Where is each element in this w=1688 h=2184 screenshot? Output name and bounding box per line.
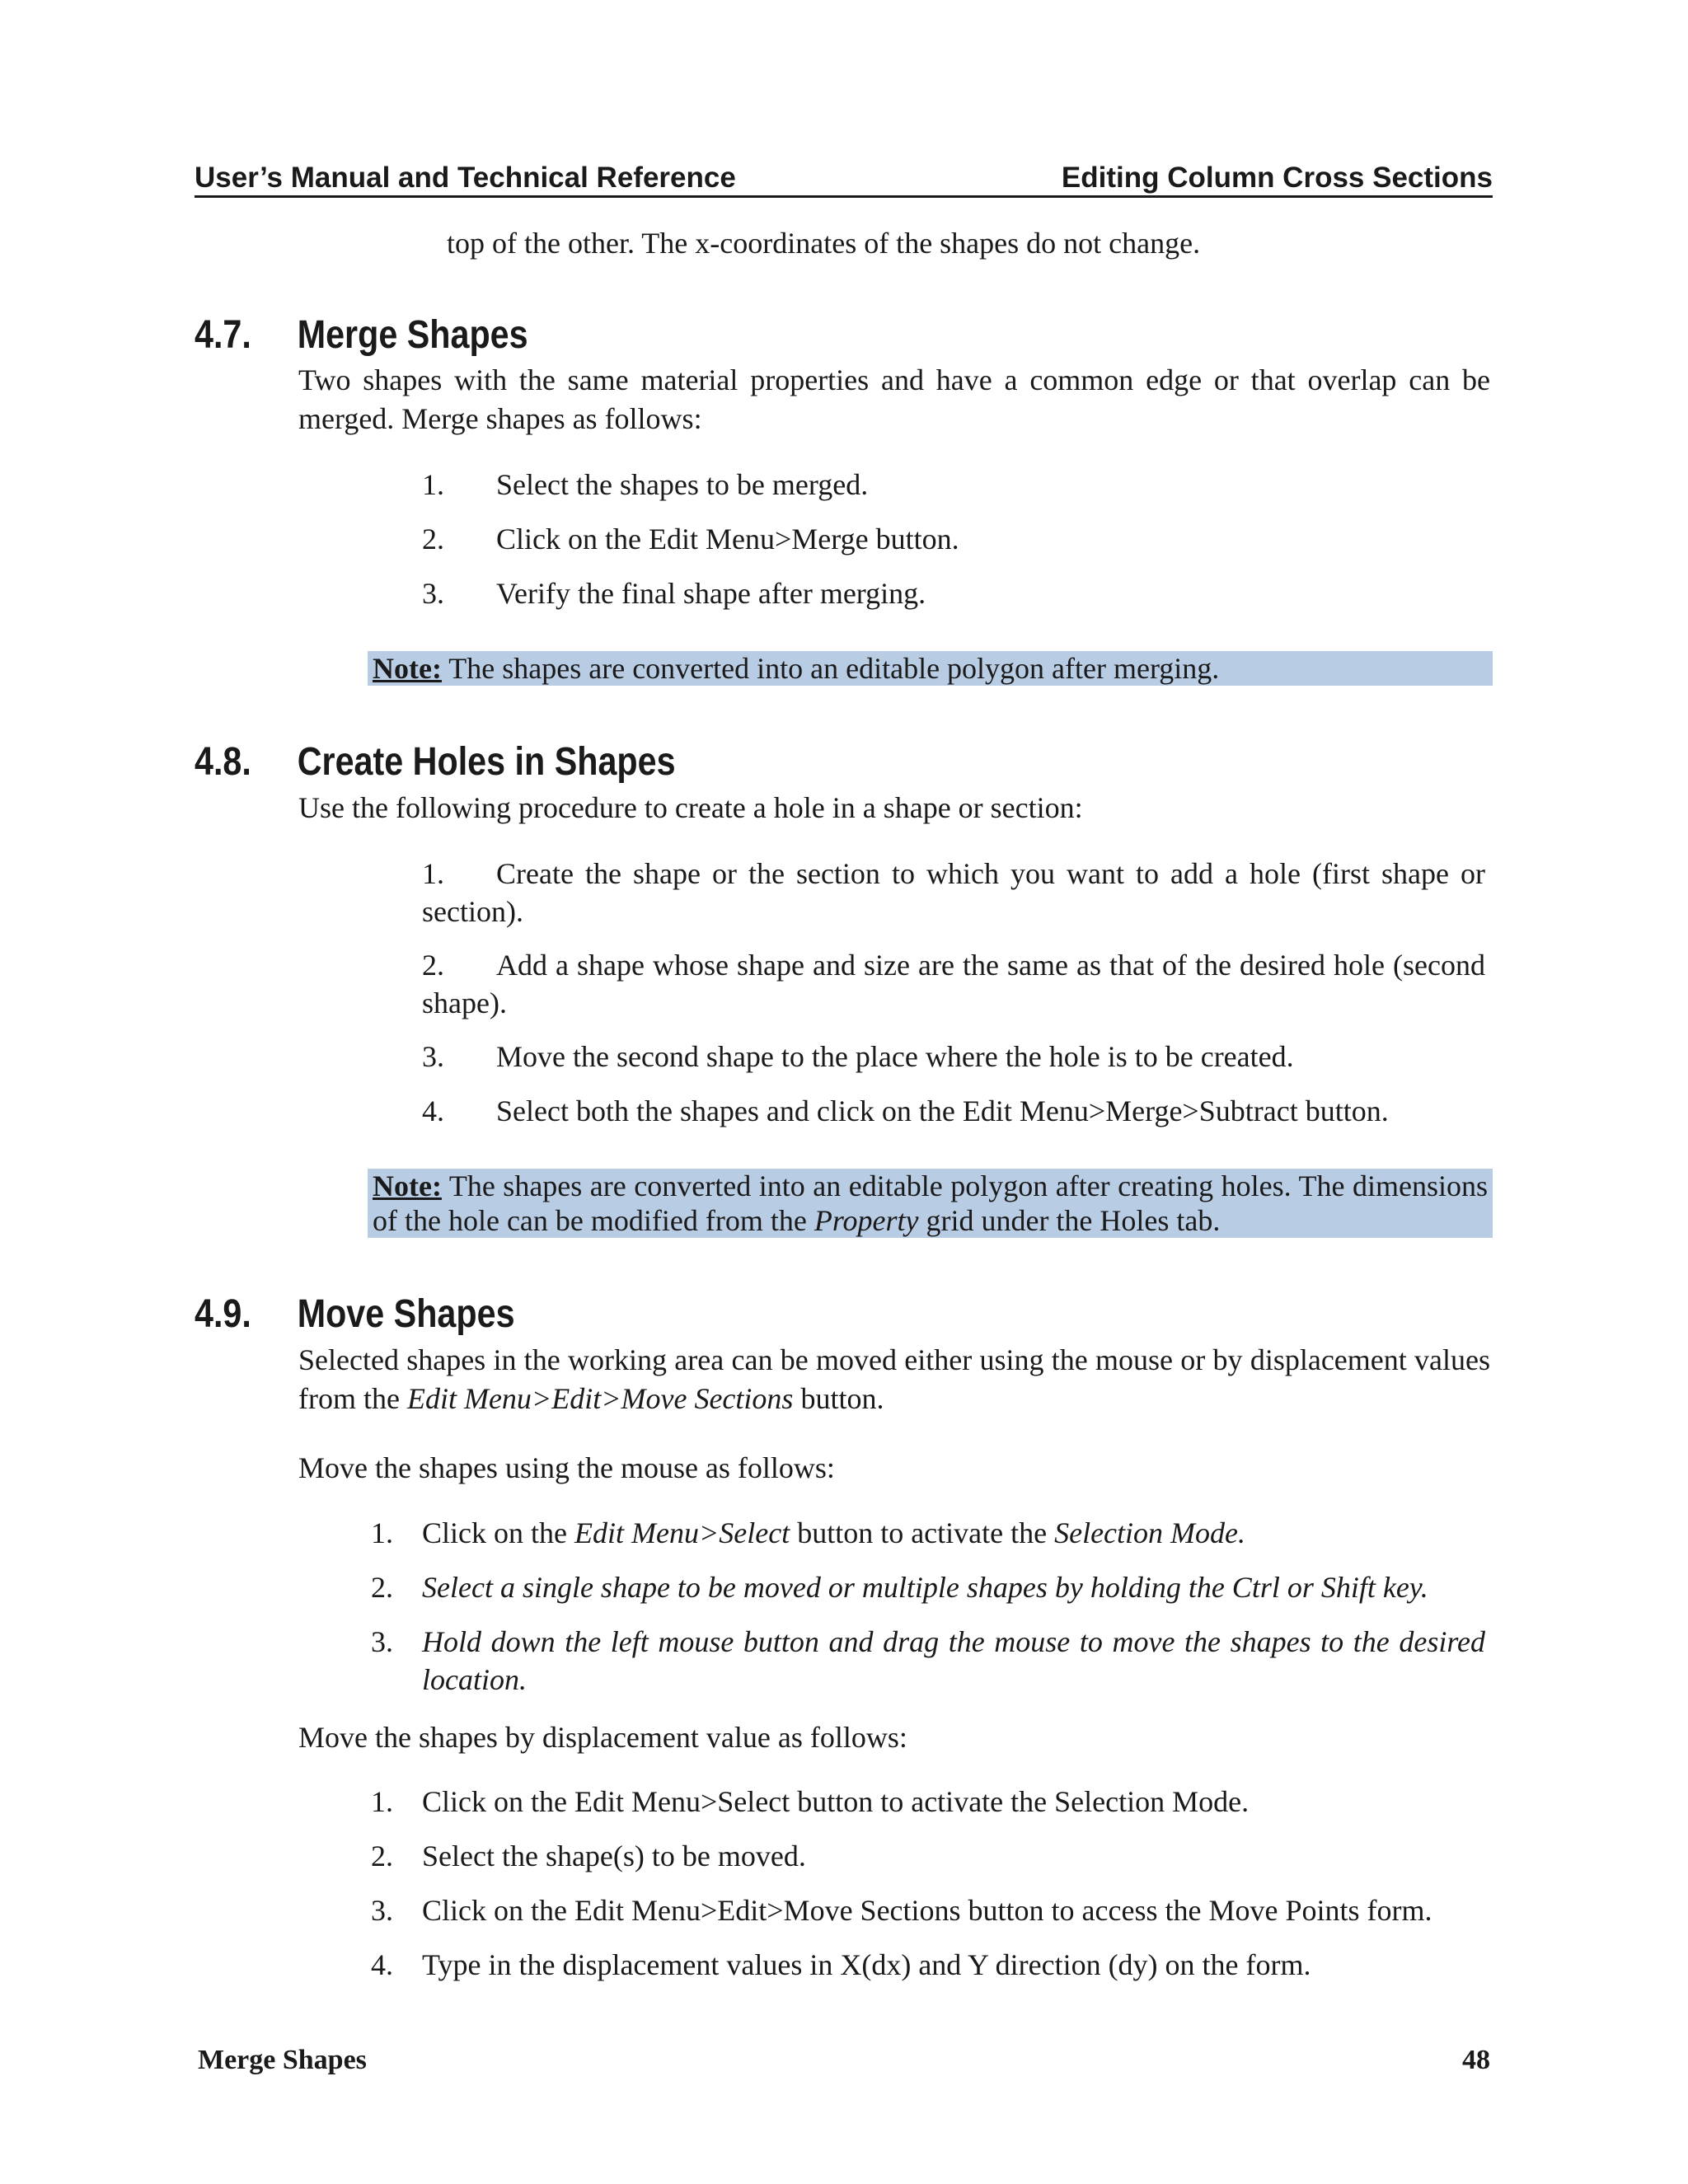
list-number: 2. bbox=[422, 523, 444, 555]
list-text: Type in the displacement values in X(dx) and Y direction (dy) on the form. bbox=[422, 1948, 1311, 1981]
note-label: Note: bbox=[373, 652, 442, 685]
list-text: Verify the final shape after merging. bbox=[496, 577, 926, 610]
list-item bbox=[422, 946, 1485, 1022]
list-italic-text: Hold down the left mouse button and drag the mouse to move the shapes to the desired location. bbox=[422, 1625, 1485, 1696]
list-text: button to activate the bbox=[790, 1516, 1055, 1549]
list-item bbox=[422, 855, 1485, 930]
list-item bbox=[422, 574, 926, 612]
displacement-move-intro: Move the shapes by displacement value as follows: bbox=[298, 1721, 907, 1754]
list-text: Add a shape whose shape and size are the same as that of the desired hole (second shape). bbox=[422, 949, 1485, 1019]
list-text: Click on the Edit Menu>Select button to activate the Selection Mode. bbox=[422, 1785, 1250, 1818]
section-heading-move-shapes bbox=[195, 1291, 515, 1338]
note-italic-term: Property bbox=[814, 1204, 919, 1237]
list-number: 2. bbox=[371, 1840, 393, 1872]
note-text: The shapes are converted into an editable polygon after creating holes. The dimensions of the hole can be modified from the bbox=[373, 1169, 1488, 1237]
list-number: 4. bbox=[422, 1094, 444, 1127]
list-item bbox=[422, 466, 868, 504]
section-title: Merge Shapes bbox=[297, 313, 528, 357]
list-number: 1. bbox=[371, 1785, 393, 1818]
list-item bbox=[422, 520, 959, 558]
list-number: 1. bbox=[422, 468, 444, 501]
list-item bbox=[422, 1038, 1294, 1076]
note-box bbox=[368, 651, 1493, 686]
intro-text-end: button. bbox=[793, 1382, 884, 1415]
list-text: Select the shapes to be merged. bbox=[496, 468, 869, 501]
section-number: 4.9. bbox=[195, 1292, 251, 1336]
list-italic-text: Select a single shape to be moved or multiple shapes by holding the Ctrl or Shift key. bbox=[422, 1571, 1428, 1604]
list-number: 4. bbox=[371, 1948, 393, 1981]
list-number: 3. bbox=[371, 1625, 393, 1658]
list-number: 2. bbox=[422, 949, 444, 982]
list-text: Select both the shapes and click on the Edit Menu>Merge>Subtract button. bbox=[496, 1094, 1389, 1127]
section-intro: Two shapes with the same material properties and have a common edge or that overlap can be merged. Merge shapes as follows: bbox=[298, 363, 1490, 435]
section-intro bbox=[298, 1341, 1490, 1418]
footer-page-number: 48 bbox=[1462, 2045, 1490, 2075]
list-number: 3. bbox=[422, 1040, 444, 1073]
list-number: 3. bbox=[371, 1894, 393, 1927]
section-title: Create Holes in Shapes bbox=[297, 740, 676, 784]
note-text: The shapes are converted into an editable polygon after merging. bbox=[441, 652, 1220, 685]
list-item bbox=[422, 1092, 1389, 1130]
list-number: 3. bbox=[422, 577, 444, 610]
list-item bbox=[371, 1514, 1245, 1552]
list-text: Click on the Edit Menu>Edit>Move Sections button to access the Move Points form. bbox=[422, 1894, 1432, 1927]
section-heading-merge-shapes bbox=[195, 312, 528, 359]
list-number: 2. bbox=[371, 1571, 393, 1604]
mouse-move-intro: Move the shapes using the mouse as follows: bbox=[298, 1451, 835, 1484]
list-text: Click on the bbox=[422, 1516, 574, 1549]
header-left-title: User’s Manual and Technical Reference bbox=[195, 162, 736, 194]
list-number: 1. bbox=[371, 1516, 393, 1549]
intro-text: Selected shapes in the working area can be moved either using the mouse or by displacement values from the bbox=[298, 1343, 1490, 1415]
list-text: Select the shape(s) to be moved. bbox=[422, 1840, 806, 1872]
section-number: 4.7. bbox=[195, 313, 251, 357]
list-item bbox=[371, 1837, 806, 1875]
section-intro: Use the following procedure to create a hole in a shape or section: bbox=[298, 791, 1083, 824]
note-label: Note: bbox=[373, 1169, 442, 1202]
section-heading-create-holes bbox=[195, 738, 676, 786]
note-text-end: grid under the Holes tab. bbox=[918, 1204, 1221, 1237]
section-title: Move Shapes bbox=[297, 1292, 515, 1336]
list-text: Create the shape or the section to which you want to add a hole (first shape or section). bbox=[422, 857, 1485, 928]
list-item bbox=[371, 1568, 1428, 1606]
list-italic-text: Selection Mode. bbox=[1054, 1516, 1246, 1549]
list-item bbox=[371, 1623, 1485, 1699]
section-number: 4.8. bbox=[195, 740, 251, 784]
intro-italic-path: Edit Menu>Edit>Move Sections bbox=[406, 1382, 794, 1415]
list-text: Move the second shape to the place where the hole is to be created. bbox=[496, 1040, 1294, 1073]
running-header bbox=[195, 155, 1493, 198]
list-text: Click on the Edit Menu>Merge button. bbox=[496, 523, 959, 555]
list-item bbox=[371, 1946, 1311, 1984]
list-number: 1. bbox=[422, 857, 444, 890]
footer-section-name: Merge Shapes bbox=[198, 2045, 367, 2075]
list-item bbox=[371, 1783, 1249, 1821]
note-box bbox=[368, 1169, 1493, 1238]
continuation-text: top of the other. The x-coordinates of the shapes do not change. bbox=[447, 227, 1201, 260]
list-item bbox=[371, 1891, 1432, 1929]
header-right-title: Editing Column Cross Sections bbox=[1061, 162, 1493, 194]
list-italic-text: Edit Menu>Select bbox=[574, 1516, 790, 1549]
